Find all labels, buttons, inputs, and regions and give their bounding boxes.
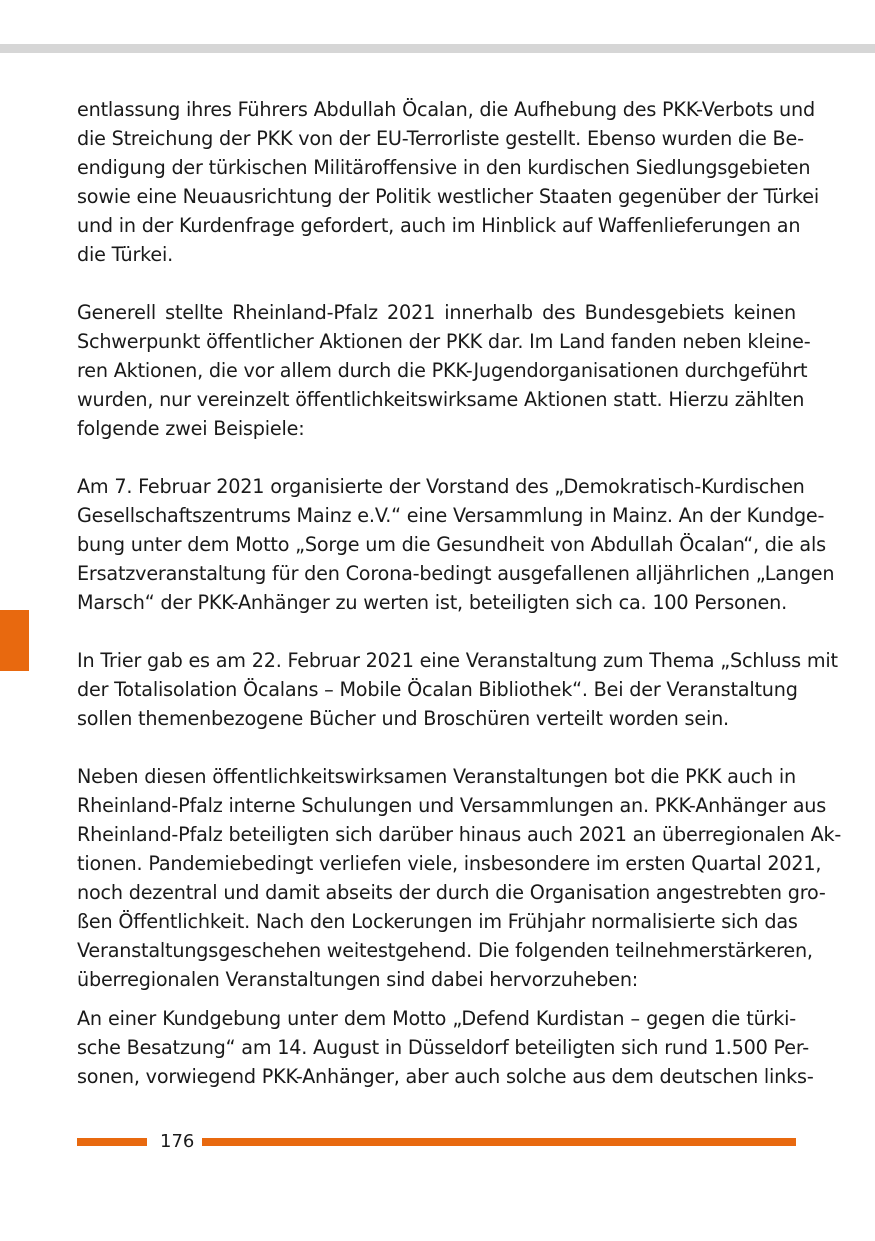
side-tab-marker [0,610,29,671]
text-line: Schwerpunkt öffentlicher Aktionen der PKK dar. Im Land fanden neben kleine- [77,330,811,353]
text-line: Rheinland-Pfalz beteiligten sich darüber hinaus auch 2021 an überregionalen Ak- [77,823,842,846]
text-line: bung unter dem Motto „Sorge um die Gesundheit von Abdullah Öcalan“, die als [77,533,826,556]
footer-bar-right [202,1138,796,1146]
text-line: sche Besatzung“ am 14. August in Düsseldorf beteiligten sich rund 1.500 Per- [77,1036,809,1059]
text-line: endigung der türkischen Militäroffensive in den kurdischen Siedlungsgebieten [77,156,811,179]
text-line: Marsch“ der PKK-Anhänger zu werten ist, beteiligten sich ca. 100 Personen. [77,591,788,614]
text-line: der Totalisolation Öcalans – Mobile Öcalan Bibliothek“. Bei der Veranstaltung [77,678,798,701]
text-line: Generell stellte Rheinland-Pfalz 2021 innerhalb des Bundesgebiets keinen [77,301,796,324]
text-line: Rheinland-Pfalz interne Schulungen und Versammlungen an. PKK-Anhänger aus [77,794,827,817]
text-line: Am 7. Februar 2021 organisierte der Vorstand des „Demokratisch-Kurdischen [77,475,805,498]
text-line: sowie eine Neuausrichtung der Politik westlicher Staaten gegenüber der Türkei [77,185,819,208]
text-line: und in der Kurdenfrage gefordert, auch im Hinblick auf Waffenlieferungen an [77,214,801,237]
paragraph-4 [77,646,838,733]
text-line: wurden, nur vereinzelt öffentlichkeitswirksame Aktionen statt. Hierzu zählten [77,388,805,411]
paragraph-2 [77,298,811,443]
paragraph-6 [77,1004,814,1091]
paragraph-3 [77,472,835,617]
page-body [77,95,842,1091]
text-line: tionen. Pandemiebedingt verliefen viele, insbesondere im ersten Quartal 2021, [77,852,822,875]
text-line: entlassung ihres Führers Abdullah Öcalan, die Aufhebung des PKK-Verbots und [77,98,815,121]
text-line: Gesellschaftszentrums Mainz e.V.“ eine Versammlung in Mainz. An der Kundge- [77,504,825,527]
text-line: noch dezentral und damit abseits der durch die Organisation angestrebten gro- [77,881,826,904]
text-line: An einer Kundgebung unter dem Motto „Defend Kurdistan – gegen die türki- [77,1007,796,1030]
top-rule [0,44,875,53]
text-line: die Türkei. [77,243,174,266]
text-line: ßen Öffentlichkeit. Nach den Lockerungen im Frühjahr normalisierte sich das [77,910,798,933]
text-line: sollen themenbezogene Bücher und Broschüren verteilt worden sein. [77,707,729,730]
text-line: Ersatzveranstaltung für den Corona-bedingt ausgefallenen alljährlichen „Langen [77,562,835,585]
page-footer [77,1128,796,1156]
text-line: sonen, vorwiegend PKK-Anhänger, aber auch solche aus dem deutschen links- [77,1065,814,1088]
text-line: Veranstaltungsgeschehen weitestgehend. Die folgenden teilnehmerstärkeren, [77,939,813,962]
text-line: Neben diesen öffentlichkeitswirksamen Veranstaltungen bot die PKK auch in [77,765,796,788]
paragraph-1 [77,95,819,269]
page-number: 176 [160,1131,195,1152]
text-line: überregionalen Veranstaltungen sind dabei hervorzuheben: [77,968,639,991]
paragraph-5 [77,762,842,994]
text-line: ren Aktionen, die vor allem durch die PKK-Jugendorganisationen durchgeführt [77,359,808,382]
text-line: In Trier gab es am 22. Februar 2021 eine Veranstaltung zum Thema „Schluss mit [77,649,838,672]
text-line: die Streichung der PKK von der EU-Terrorliste gestellt. Ebenso wurden die Be- [77,127,804,150]
footer-bar-left [77,1138,147,1146]
text-line: folgende zwei Beispiele: [77,417,305,440]
